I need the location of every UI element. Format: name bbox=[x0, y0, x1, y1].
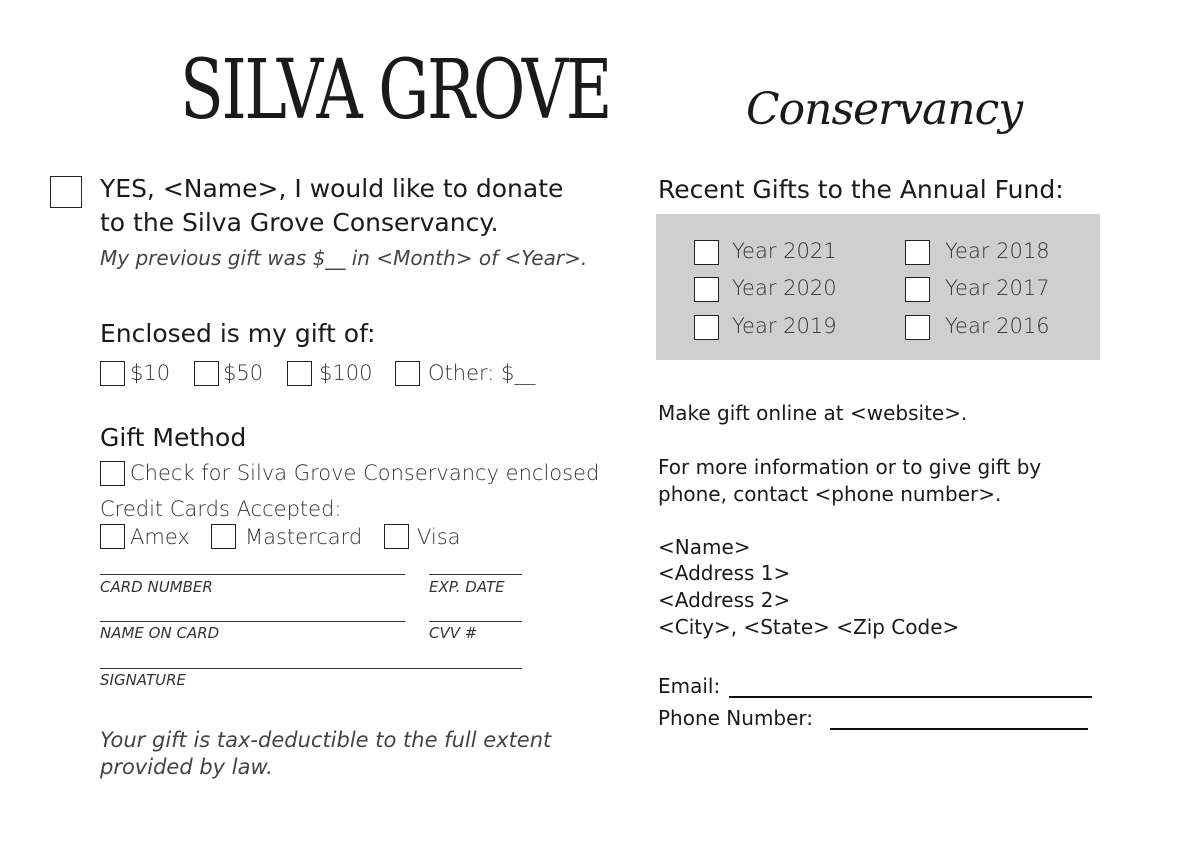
previous-gift-note: My previous gift was $__ in <Month> of <Year>. bbox=[100, 246, 588, 270]
year-2019-label: Year 2019 bbox=[732, 314, 837, 338]
visa-checkbox[interactable] bbox=[384, 524, 409, 549]
check-enclosed-checkbox[interactable] bbox=[100, 461, 125, 486]
year-2016-checkbox[interactable] bbox=[905, 315, 930, 340]
logo-title: SILVA GROVE bbox=[180, 43, 611, 138]
year-2018-checkbox[interactable] bbox=[905, 240, 930, 265]
visa-label: Visa bbox=[417, 525, 461, 549]
amount-50-checkbox[interactable] bbox=[194, 361, 219, 386]
year-2021-label: Year 2021 bbox=[732, 239, 837, 263]
address-line-2: <Address 2> bbox=[658, 588, 791, 612]
address-city-line: <City>, <State> <Zip Code> bbox=[658, 615, 960, 639]
amount-10-label: $10 bbox=[130, 361, 171, 385]
online-gift-text: Make gift online at <website>. bbox=[658, 401, 968, 425]
tax-note-line-1: Your gift is tax-deductible to the full extent bbox=[100, 728, 552, 752]
amount-100-checkbox[interactable] bbox=[287, 361, 312, 386]
amount-10-checkbox[interactable] bbox=[100, 361, 125, 386]
address-name: <Name> bbox=[658, 535, 751, 559]
check-enclosed-label: Check for Silva Grove Conservancy enclosed bbox=[130, 461, 600, 485]
amex-label: Amex bbox=[130, 525, 190, 549]
amex-checkbox[interactable] bbox=[100, 524, 125, 549]
signature-line[interactable] bbox=[100, 668, 522, 669]
info-line-1: For more information or to give gift by bbox=[658, 455, 1042, 479]
pledge-line-1: YES, <Name>, I would like to donate bbox=[100, 174, 564, 203]
cvv-label: CVV # bbox=[429, 624, 478, 642]
year-2017-checkbox[interactable] bbox=[905, 277, 930, 302]
gift-method-heading: Gift Method bbox=[100, 423, 247, 452]
year-2019-checkbox[interactable] bbox=[694, 315, 719, 340]
exp-date-label: EXP. DATE bbox=[429, 578, 505, 596]
card-number-label: CARD NUMBER bbox=[100, 578, 213, 596]
email-label: Email: bbox=[658, 674, 721, 698]
logo-subtitle: Conservancy bbox=[746, 84, 1023, 135]
pledge-line-2: to the Silva Grove Conservancy. bbox=[100, 208, 499, 237]
email-line[interactable] bbox=[729, 696, 1092, 698]
amount-100-label: $100 bbox=[319, 361, 373, 385]
amount-other-checkbox[interactable] bbox=[395, 361, 420, 386]
amount-50-label: $50 bbox=[223, 361, 264, 385]
tax-note-line-2: provided by law. bbox=[100, 755, 273, 779]
mastercard-checkbox[interactable] bbox=[211, 524, 236, 549]
exp-date-line[interactable] bbox=[429, 574, 522, 575]
cvv-line[interactable] bbox=[429, 621, 522, 622]
card-number-line[interactable] bbox=[100, 574, 405, 575]
pledge-checkbox[interactable] bbox=[50, 176, 82, 208]
year-2017-label: Year 2017 bbox=[945, 276, 1050, 300]
info-line-2: phone, contact <phone number>. bbox=[658, 482, 1002, 506]
gift-amount-heading: Enclosed is my gift of: bbox=[100, 319, 376, 348]
address-line-1: <Address 1> bbox=[658, 561, 791, 585]
year-2021-checkbox[interactable] bbox=[694, 240, 719, 265]
mastercard-label: Mastercard bbox=[245, 525, 363, 549]
year-2020-checkbox[interactable] bbox=[694, 277, 719, 302]
signature-label: SIGNATURE bbox=[100, 671, 187, 689]
year-2018-label: Year 2018 bbox=[945, 239, 1050, 263]
year-2016-label: Year 2016 bbox=[945, 314, 1050, 338]
amount-other-label: Other: $__ bbox=[428, 361, 536, 385]
phone-line[interactable] bbox=[830, 728, 1088, 730]
name-on-card-line[interactable] bbox=[100, 621, 405, 622]
cards-accepted-label: Credit Cards Accepted: bbox=[100, 497, 342, 521]
phone-label: Phone Number: bbox=[658, 706, 814, 730]
name-on-card-label: NAME ON CARD bbox=[100, 624, 220, 642]
recent-gifts-heading: Recent Gifts to the Annual Fund: bbox=[658, 175, 1064, 204]
year-2020-label: Year 2020 bbox=[732, 276, 837, 300]
